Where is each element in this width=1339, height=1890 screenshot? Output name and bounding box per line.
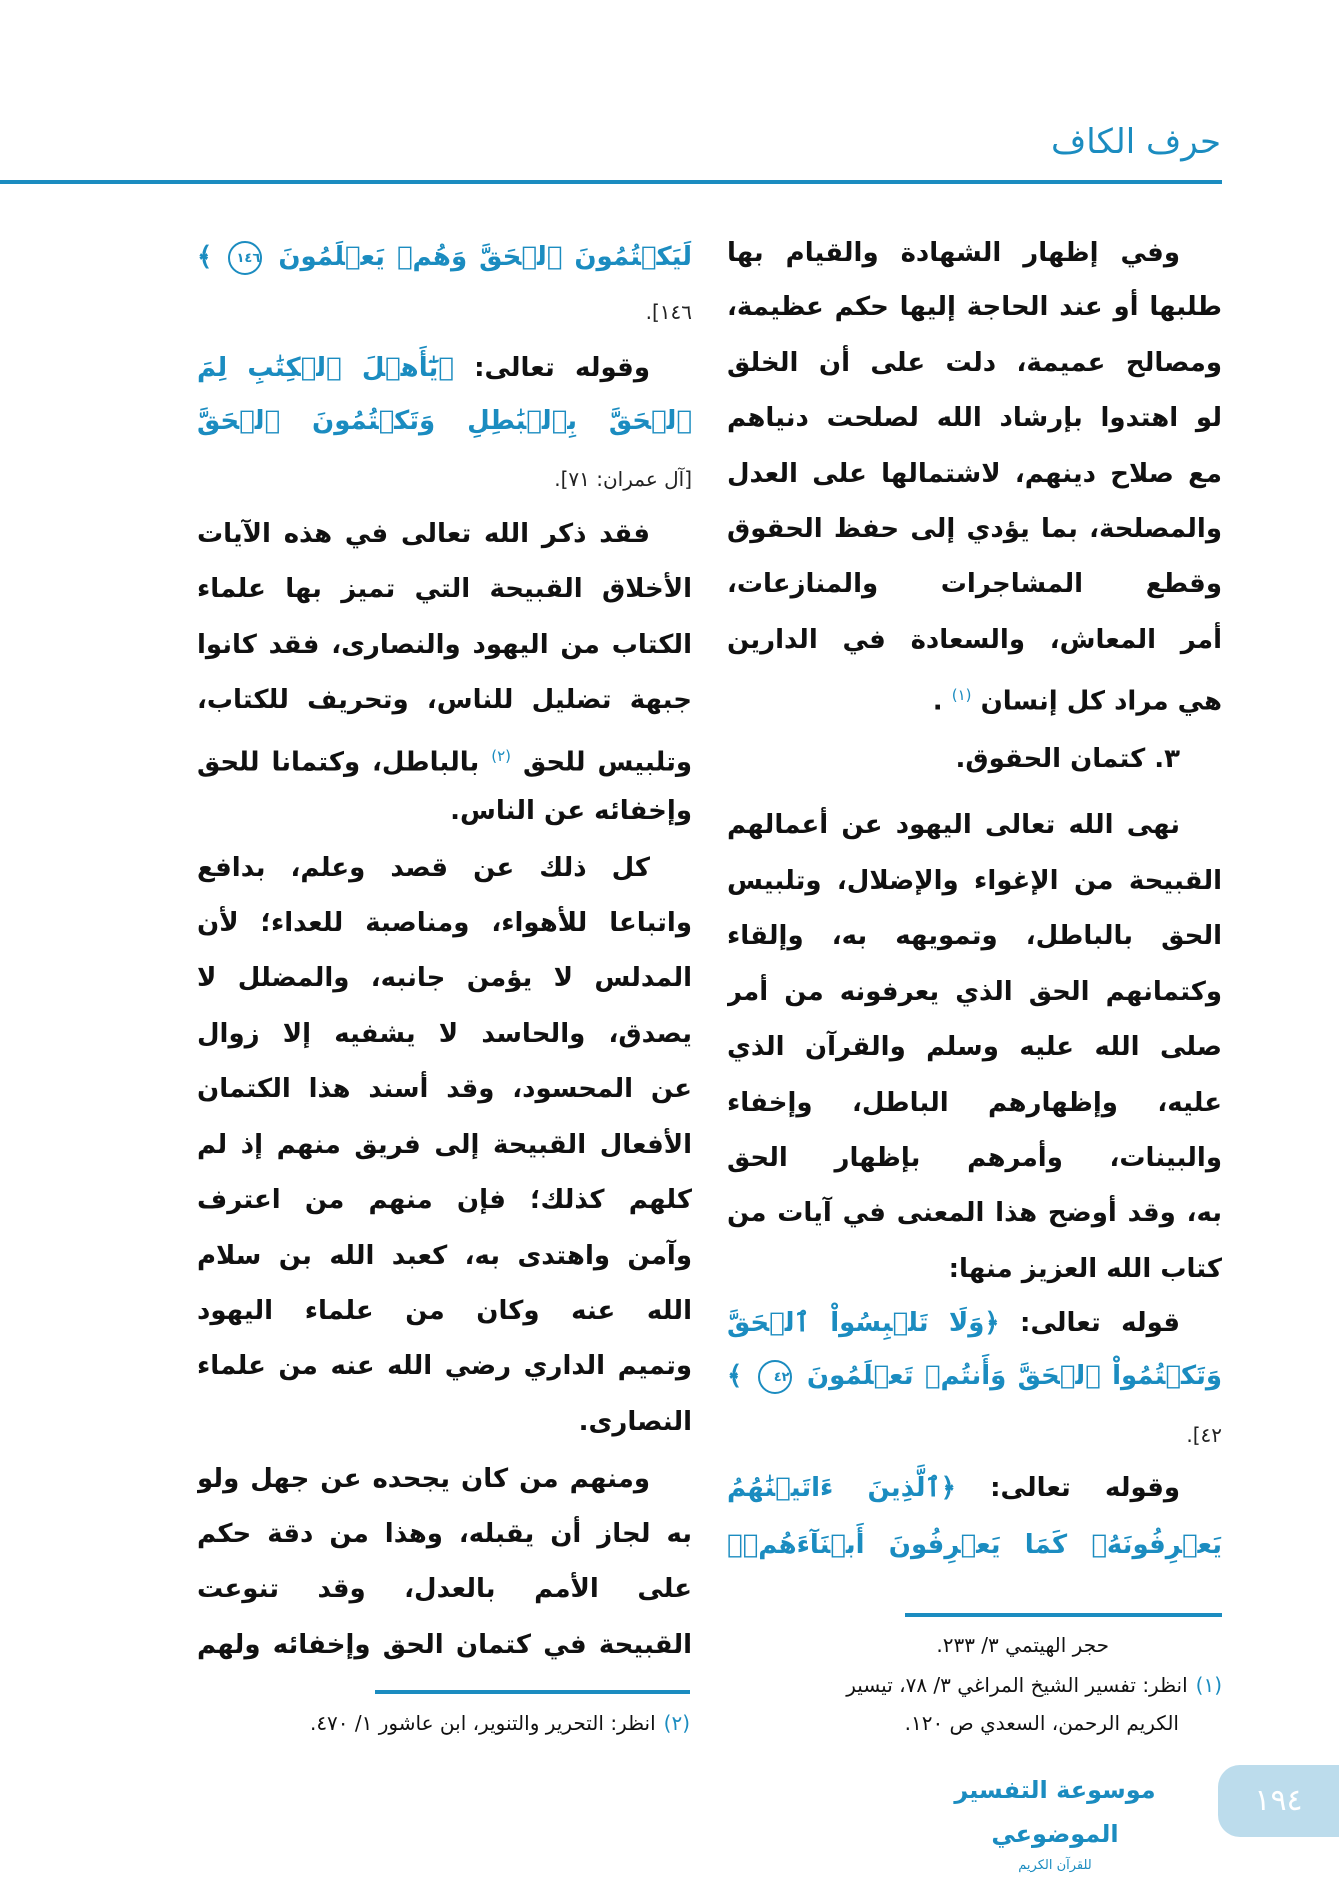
right-text-line [727,390,1222,446]
left-text-line [197,340,692,396]
body-text: المدلس لا يؤمن جانبه، والمضلل لا [197,963,692,993]
quran-verse: ﴿وَلَا تَلۡبِسُواْ ٱلۡحَقَّ [727,1308,1000,1338]
verse-reference: [آل عمران: ٧١]. [554,467,692,491]
left-text-line [197,506,692,562]
header-divider [0,180,1222,184]
logo-main-text: موسوعة التفسير الموضوعي [954,1776,1156,1848]
body-text: طلبها أو عند الحاجة إليها حكم عظيمة، [727,292,1222,322]
right-text-line [727,1130,1222,1186]
body-text: الكتاب من اليهود والنصارى، فقد كانوا [197,630,692,660]
left-text-line [197,895,692,951]
left-text-line [197,950,692,1006]
left-text-line [197,1117,692,1173]
body-text: وفي إظهار الشهادة والقيام بها [727,238,1180,268]
body-text: وقوله تعالى: [453,353,650,383]
right-text-line [727,731,1222,787]
right-text-line [727,1241,1222,1297]
body-text: وآمن واهتدى به، كعبد الله بن سلام [197,1241,692,1271]
quran-verse: ﴾ [197,242,213,272]
ayah-number-marker: ٤٢ [758,1360,792,1394]
right-text-line [727,797,1222,853]
logo-sub-text: للقرآن الكريم [1018,1858,1092,1873]
quran-verse: ٱلۡحَقَّ بِٱلۡبَٰطِلِ وَتَكۡتُمُونَ ٱلۡحَقَّ [197,406,692,436]
body-text: كتاب الله العزيز منها: [948,1254,1222,1284]
right-text-line [727,1517,1222,1573]
left-text-line [197,1617,692,1673]
body-text: الله عنه وكان من علماء اليهود [197,1296,692,1326]
encyclopedia-logo [930,1768,1180,1873]
body-text: يصدق، والحاسد لا يشفيه إلا زوال [197,1019,692,1049]
left-text-line [197,1283,692,1339]
body-text: كلهم كذلك؛ فإن منهم من اعترف [197,1185,692,1215]
quran-verse: ﴿ٱلَّذِينَ ءَاتَيۡنَٰهُمُ [727,1473,956,1503]
left-text-line [197,1451,692,1507]
body-text: والبينات، وأمرهم بإظهار الحق [727,1143,1222,1173]
left-text-line [197,1394,692,1450]
body-text: . [932,686,943,717]
footnote-marker: (١) [951,686,972,704]
verse-reference: ٤٢]. [1186,1423,1222,1447]
body-text: قوله تعالى: [999,1308,1180,1338]
body-text: مع صلاح دينهم، لاشتمالها على العدل [727,459,1222,489]
right-text-line [727,612,1222,668]
body-text: الأخلاق القبيحة التي تميز بها علماء [197,574,692,604]
right-text-line [727,1019,1222,1075]
footnote-continued: حجر الهيتمي ٣/ ٢٣٣. [936,1633,1109,1657]
right-text-line [727,1075,1222,1131]
right-text-line [727,1295,1222,1351]
footnote-1-text: انظر: تفسير الشيخ المراغي ٣/ ٧٨، تيسير [846,1673,1188,1697]
footnote-1-continued: الكريم الرحمن، السعدي ص ١٢٠. [904,1711,1179,1735]
body-text: ٣. كتمان الحقوق. [955,744,1180,774]
footnote-marker: (٢) [491,747,512,765]
body-text: نهى الله تعالى اليهود عن أعمالهم [727,810,1180,840]
left-text-line [197,672,692,728]
right-text-line [727,964,1222,1020]
right-text-line [727,501,1222,557]
body-text: جبهة تضليل للناس، وتحريف للكتاب، [197,685,692,715]
quran-verse: ﴿يَٰٓأَهۡلَ ٱلۡكِتَٰبِ لِمَ [197,353,454,383]
body-text: القبيحة في كتمان الحق وإخفائه ولهم [197,1630,692,1660]
left-text-line [197,283,692,339]
body-text: هي مراد كل إنسان [980,686,1222,717]
right-text-line [727,853,1222,909]
body-text: لو اهتدوا بإرشاد الله لصلحت دنياهم [727,403,1222,433]
right-text-line [727,1460,1222,1516]
body-text: القبيحة من الإغواء والإضلال، وتلبيس [727,866,1222,896]
right-text-line [727,1348,1222,1404]
right-text-line [727,279,1222,335]
body-text: على الأمم بالعدل، وقد تنوعت [197,1574,692,1604]
left-text-line [197,1061,692,1117]
body-text: صلى الله عليه وسلم والقرآن الذي [727,1032,1222,1062]
body-text: والمصلحة، بما يؤدي إلى حفظ الحقوق [727,514,1222,544]
right-text-line [727,1185,1222,1241]
body-text: وتميم الداري رضي الله عنه من علماء [197,1351,692,1381]
chapter-title: حرف الكاف [1050,122,1221,162]
quran-verse: لَيَكۡتُمُونَ ٱلۡحَقَّ وَهُمۡ يَعۡلَمُونَ [278,242,692,272]
body-text: به لجاز أن يقبله، وهذا من دقة حكم [197,1519,692,1549]
body-text: أمر المعاش، والسعادة في الدارين [727,625,1222,655]
footnote-divider-right [905,1613,1222,1617]
left-text-line [197,840,692,896]
left-text-line [197,561,692,617]
left-text-line [197,1228,692,1284]
quran-verse: يَعۡرِفُونَهُۥ كَمَا يَعۡرِفُونَ أَبۡنَآءَهُمۡۖ [727,1530,1222,1560]
left-text-line [197,728,692,784]
page-number: ١٩٤ [1218,1765,1339,1837]
body-text: كل ذلك عن قصد وعلم، بدافع [197,853,650,883]
left-text-line [197,617,692,673]
right-text-line [727,225,1222,281]
footnote-1-number: (١) [1195,1673,1222,1697]
body-text: وتلبيس للحق [522,747,692,778]
body-text: عن المحسود، وقد أسند هذا الكتمان [197,1074,692,1104]
left-text-line [197,393,692,449]
left-text-line [197,1561,692,1617]
right-text-line [727,1406,1222,1462]
body-text: وقوله تعالى: [955,1473,1180,1503]
right-text-line [727,908,1222,964]
left-text-line [197,1506,692,1562]
body-text: ومنهم من كان يجحده عن جهل ولو [197,1464,650,1494]
footnote-divider-left [375,1690,690,1694]
body-text: وكتمانهم الحق الذي يعرفونه من أمر [727,977,1222,1007]
body-text: فقد ذكر الله تعالى في هذه الآيات [197,519,650,549]
quran-verse: ﴾ [727,1361,743,1391]
footnote-1 [846,1665,1222,1705]
left-text-line [197,1172,692,1228]
footnote-2-number: (٢) [663,1711,690,1735]
right-text-line [727,667,1222,723]
left-text-line [197,229,692,285]
left-text-line [197,783,692,839]
body-text: وإخفائه عن الناس. [450,796,692,826]
ayah-number-marker: ١٤٦ [228,241,262,275]
right-text-line [727,335,1222,391]
right-text-line [727,556,1222,612]
left-text-line [197,1006,692,1062]
left-text-line [197,1338,692,1394]
body-text: الحق بالباطل، وتمويهه به، وإلقاء [727,921,1222,951]
quran-verse: وَتَكۡتُمُواْ ٱلۡحَقَّ وَأَنتُمۡ تَعۡلَمُونَ [806,1361,1222,1391]
body-text: عليه، وإظهارهم الباطل، وإخفاء [727,1088,1222,1118]
left-text-line [197,450,692,506]
footnote-2 [310,1703,690,1743]
body-text: ومصالح عميمة، دلت على أن الخلق [727,348,1222,378]
body-text: الأفعال القبيحة إلى فريق منهم إذ لم [197,1130,692,1160]
body-text: وقطع المشاجرات والمنازعات، [727,569,1222,599]
body-text: بالباطل، وكتمانا للحق [197,747,480,778]
verse-reference: ١٤٦]. [645,300,692,324]
footnote-2-text: انظر: التحرير والتنوير، ابن عاشور ١/ ٤٧٠. [309,1711,656,1735]
right-text-line [727,446,1222,502]
body-text: به، وقد أوضح هذا المعنى في آيات من [727,1198,1222,1228]
body-text: النصارى. [578,1407,692,1437]
body-text: واتباعا للأهواء، ومناصبة للعداء؛ لأن [197,908,692,938]
